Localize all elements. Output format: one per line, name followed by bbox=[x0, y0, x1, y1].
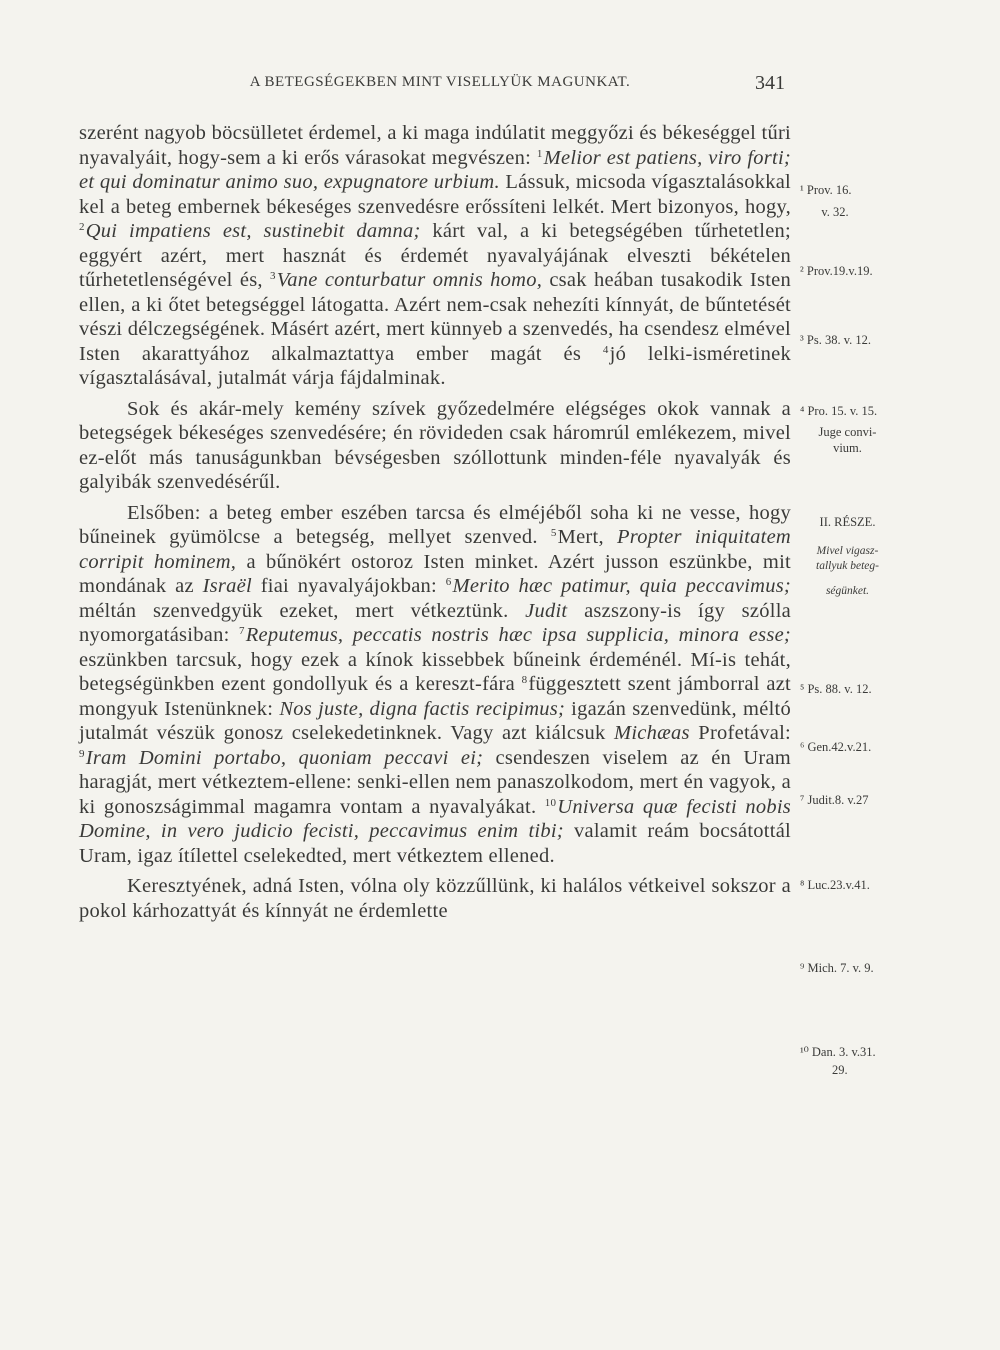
text-span: csendeszen viselem az én Uram haragját, mert vétkeztem-ellene: senki-ellen nem panaszolkodom, mert én vagyok, a ki gonoszságimmal magamra vontam a nyavalyákat. bbox=[79, 746, 791, 818]
text-span: szerént nagyob böcsülletet érdemel, a ki maga indúlatit meggyőzi és békeséggel tűri nyavalyáit, hogy-sem a ki erős várasokat megvészen: bbox=[79, 122, 791, 169]
text-span: kárt val, a ki betegségében tűrhetetlen; eggyért azért, mert hasznát és érdemét nyavalyájának elveszti békételen tűrhetetlenségével és, bbox=[79, 220, 791, 291]
margin-note-4c: vium. bbox=[833, 441, 862, 455]
text-span: Elsőben: a beteg ember eszében tarcsa és elméjéből soha ki ne vesse, hogy bűneinek gyümölcse a betegség, mellyet szenved. bbox=[79, 501, 791, 548]
latin-quote: Melior est patiens, viro forti; et qui dominatur animo suo, expugnatore urbium. bbox=[79, 146, 791, 193]
running-head: A BETEGSÉGEKBEN MINT VISELLYÜK MAGUNKAT. bbox=[249, 74, 631, 90]
latin-quote: Qui impatiens est, sustinebit damna; bbox=[85, 220, 421, 242]
margin-note-10b: 29. bbox=[832, 1063, 848, 1077]
footnote-ref: 8 bbox=[521, 674, 528, 686]
margin-note-1b: v. 32. bbox=[821, 205, 849, 219]
latin-quote: Universa quæ fecisti nobis Domine, in vero judicio fecisti, peccavimus enim tibi; bbox=[79, 795, 791, 842]
text-span: a bűnökért ostoroz Isten minket. Azért jusson eszünkbe, mit mondának az bbox=[79, 550, 792, 597]
latin-quote: Vane conturbatur omnis homo, bbox=[276, 269, 543, 291]
margin-note-2: ² Prov.19.v.19. bbox=[800, 264, 873, 278]
text-span: függesztett szent jámborral azt mongyuk Istenünknek: bbox=[79, 673, 791, 720]
footnote-ref: 1 bbox=[536, 147, 543, 160]
footnote-ref: 7 bbox=[238, 625, 245, 637]
margin-note-1a: ¹ Prov. 16. bbox=[800, 183, 852, 197]
margin-note-8: ⁸ Luc.23.v.41. bbox=[800, 878, 870, 892]
text-span: aszszony-is így szólla nyomorgatásiban: bbox=[79, 599, 791, 646]
name-italic: Israël bbox=[202, 575, 252, 597]
paragraph-3 bbox=[79, 501, 791, 869]
margin-section-title: II. RÉSZE. bbox=[819, 515, 876, 529]
text-span: eszünkben tarcsuk, hogy ezek a kínok kissebbek bűneink érdeménél. Mí-is tehát, betegségünkben ezent gondollyuk és a kereszt-fára bbox=[79, 648, 791, 695]
footnote-ref: 4 bbox=[602, 343, 609, 356]
margin-section-sub-2: tallyuk beteg- bbox=[816, 560, 879, 572]
page-number: 341 bbox=[755, 72, 785, 94]
text-span: méltán szenvedgyük ezeket, mert vétkeztünk. bbox=[79, 599, 526, 622]
margin-note-3: ³ Ps. 38. v. 12. bbox=[800, 333, 872, 347]
text-span: igazán szenvedünk, méltó jutalmát vészük gonosz cselekedetinknek. Vagy azt kiálcsuk bbox=[79, 697, 791, 744]
footnote-ref: 2 bbox=[79, 221, 85, 233]
footnote-ref: 5 bbox=[550, 527, 557, 539]
text-span: csak heában tusakodik Isten ellen, a ki őtet betegséggel látogatta. Azért nem-csak nehezíti kínnyát, de bűntetését vészi délczegségének. Másért azért, mert künnyeb a szenvedés, ha csendesz elmével Isten akarattyához alkalmaztattya ember magát és bbox=[79, 269, 792, 365]
body-text bbox=[79, 121, 791, 923]
footnote-ref: 9 bbox=[79, 747, 85, 760]
margin-note-10a: ¹⁰ Dan. 3. v.31. bbox=[800, 1045, 876, 1059]
latin-quote: Iram Domini portabo, quoniam peccavi ei; bbox=[85, 746, 484, 769]
latin-quote: Reputemus, peccatis nostris hæc ipsa supplicia, minora esse; bbox=[245, 624, 791, 646]
latin-quote: Propter iniquitatem corripit hominem, bbox=[79, 526, 791, 573]
margin-section-sub-1: Mivel vigasz- bbox=[816, 545, 879, 557]
text-span: jó lelki-isméretinek vígasztalásával, jutalmát várja fájdalminak. bbox=[79, 342, 791, 389]
margin-note-4a: ⁴ Pro. 15. v. 15. bbox=[800, 404, 878, 418]
name-italic: Judit bbox=[525, 599, 568, 622]
paragraph-1 bbox=[79, 121, 791, 391]
footnote-ref: 6 bbox=[445, 576, 452, 588]
latin-quote: Merito hæc patimur, quia peccavimus; bbox=[452, 575, 791, 597]
footnote-ref: 10 bbox=[544, 796, 557, 809]
text-span: Profetával: bbox=[689, 722, 791, 744]
latin-quote: Nos juste, digna factis recipimus; bbox=[279, 697, 566, 720]
margin-note-9: ⁹ Mich. 7. v. 9. bbox=[800, 961, 874, 975]
text-span: Mert, bbox=[557, 526, 617, 548]
margin-note-4b: Juge convi- bbox=[818, 425, 877, 439]
text-span: Lássuk, micsoda vígasztalásokkal kel a beteg embernek békeséges szenvedésre erőssíteni lelkét. Mert bizonyos, hogy, bbox=[79, 171, 791, 218]
paragraph-4: Keresztyének, adná Isten, vólna oly közzűllünk, ki halálos vétkeivel sokszor a pokol kárhozattyát és kínnyát ne érdemlette bbox=[79, 875, 791, 922]
margin-note-6: ⁶ Gen.42.v.21. bbox=[800, 740, 872, 754]
margin-note-5: ⁵ Ps. 88. v. 12. bbox=[800, 682, 872, 696]
margin-section-sub-3: ségünket. bbox=[825, 585, 870, 597]
footnote-ref: 3 bbox=[270, 270, 276, 282]
name-italic: Michæas bbox=[614, 722, 690, 744]
text-span: valamit reám bocsátottál Uram, igaz ítílettel cselekedted, mert vétkeztem ellened. bbox=[79, 820, 791, 867]
text-span: fiai nyavalyájokban: bbox=[251, 575, 446, 597]
margin-note-7: ⁷ Judit.8. v.27 bbox=[800, 793, 869, 807]
paragraph-2: Sok és akár-mely kemény szívek győzedelmére elégséges okok vannak a betegségek békeséges szenvedésére; én rövideden csak háromrúl emlékezem, mivel ez-előt más tanuságunkban bévségesben szóllottunk minden-féle nyavalyák és galyibák szenvedésérűl. bbox=[79, 397, 791, 493]
